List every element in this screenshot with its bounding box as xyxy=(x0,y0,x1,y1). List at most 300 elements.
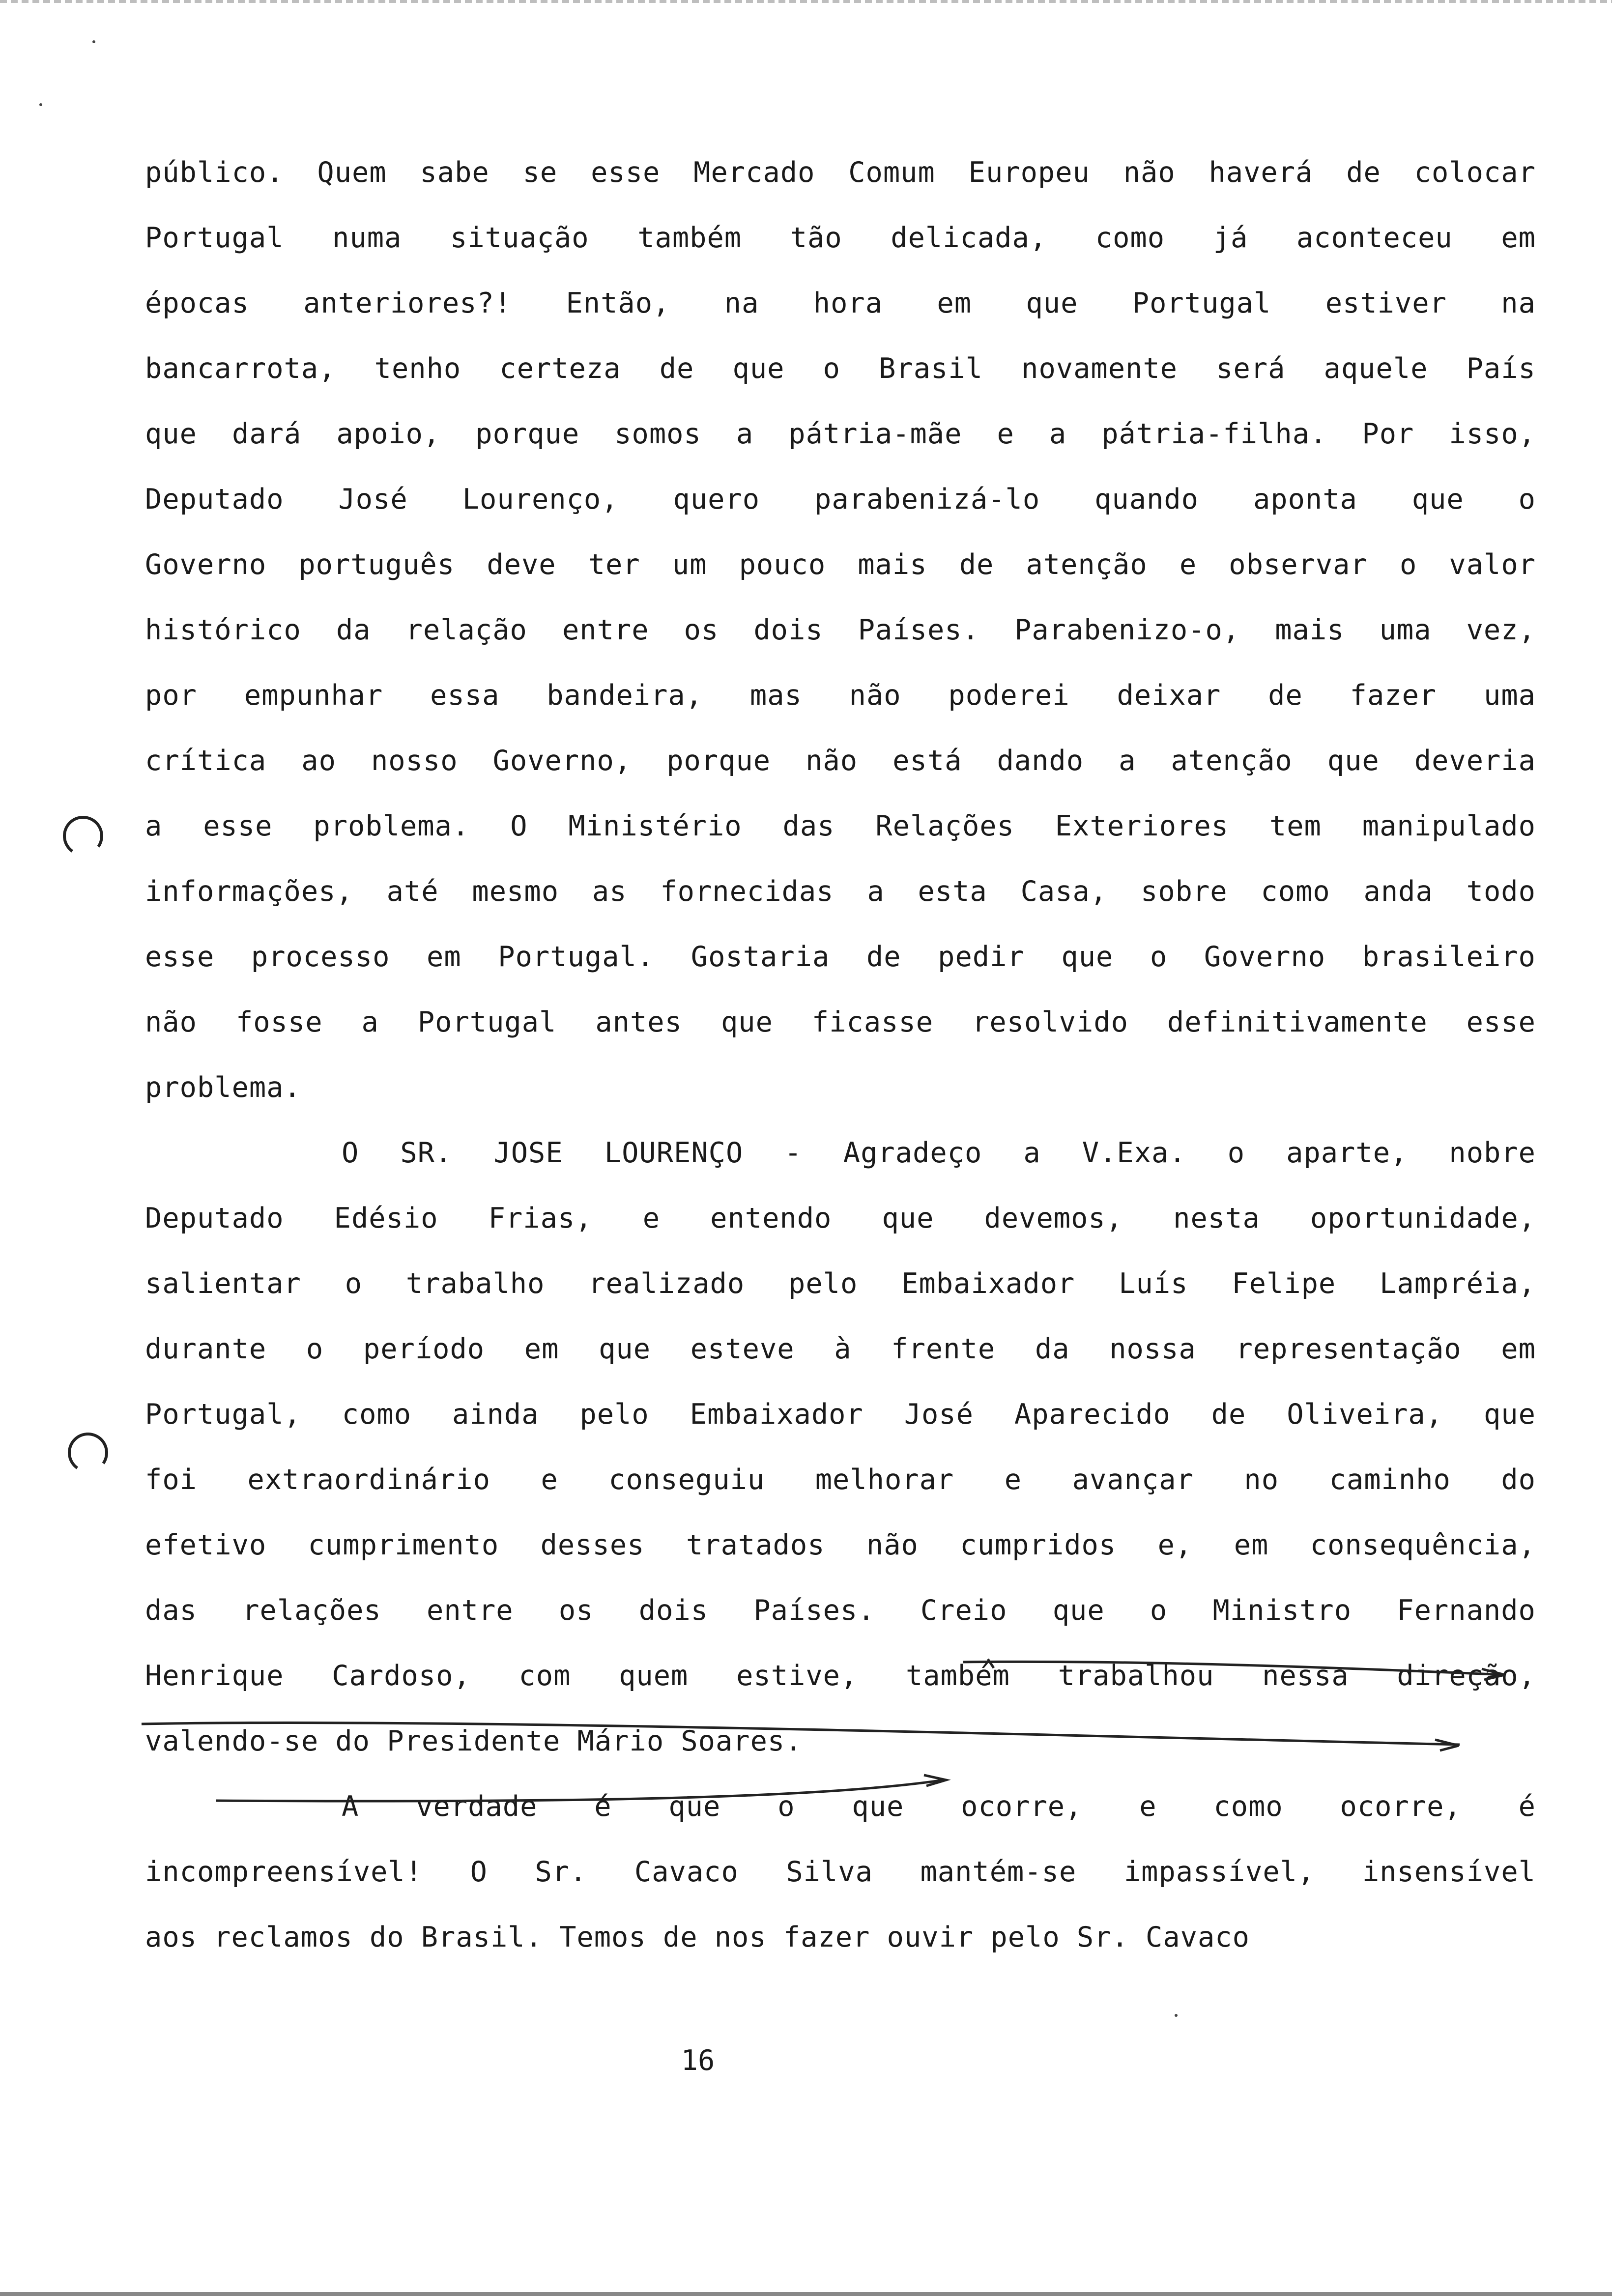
word: a xyxy=(361,1006,379,1038)
word: cumprimento xyxy=(308,1529,499,1561)
word: extraordinário xyxy=(247,1464,490,1496)
text-line xyxy=(145,1071,1536,1137)
word: aquele xyxy=(1324,352,1428,385)
word: - xyxy=(784,1137,802,1169)
word: Países. xyxy=(858,614,979,646)
word: Brasil. xyxy=(421,1921,543,1953)
word: Portugal, xyxy=(145,1398,301,1431)
text-line xyxy=(145,810,1536,875)
text-line xyxy=(145,1202,1536,1267)
word: pedir xyxy=(938,941,1025,973)
text-line xyxy=(145,1856,1536,1921)
word: se xyxy=(522,156,558,189)
word: épocas xyxy=(145,287,249,319)
text-line xyxy=(145,156,1536,222)
word: aponta xyxy=(1253,483,1357,516)
word: problema. xyxy=(145,1071,301,1104)
word: Mário xyxy=(577,1725,664,1757)
word: parabenizá-lo xyxy=(814,483,1040,516)
word: porque xyxy=(475,418,580,450)
word: deixar xyxy=(1117,679,1221,712)
word: tem xyxy=(1269,810,1322,842)
text-line xyxy=(145,1137,1536,1202)
word: esse xyxy=(591,156,661,189)
word: de xyxy=(659,352,694,385)
word: é xyxy=(594,1790,612,1823)
word: Portugal. xyxy=(498,941,655,973)
word: insensível xyxy=(1362,1856,1536,1888)
word: poderei xyxy=(948,679,1070,712)
word: dois xyxy=(638,1594,709,1627)
word: Presidente xyxy=(387,1725,561,1757)
word: essa xyxy=(430,679,500,712)
word: Países. xyxy=(753,1594,875,1627)
word: o xyxy=(1227,1137,1245,1169)
text-line xyxy=(145,418,1536,483)
word: a xyxy=(1119,745,1136,777)
word: e xyxy=(642,1202,661,1234)
word: e xyxy=(1179,548,1197,581)
word: Exteriores xyxy=(1055,810,1229,842)
word: mantém-se xyxy=(920,1856,1077,1888)
word: dará xyxy=(232,418,302,450)
word: histórico xyxy=(145,614,301,646)
word: Ministério xyxy=(568,810,742,842)
word: Deputado xyxy=(145,483,284,516)
page-number: 16 xyxy=(681,2044,715,2077)
word: da xyxy=(1035,1333,1070,1365)
word: entre xyxy=(427,1594,514,1627)
word: direção, xyxy=(1397,1660,1536,1692)
word: Frias, xyxy=(488,1202,593,1234)
word: nossa xyxy=(1109,1333,1196,1365)
word: do xyxy=(1501,1464,1536,1496)
word: conseguiu xyxy=(608,1464,765,1496)
word: nosso xyxy=(371,745,458,777)
word: e xyxy=(1004,1464,1022,1496)
word: o xyxy=(1150,1594,1168,1627)
word: entre xyxy=(562,614,649,646)
word: não xyxy=(849,679,901,712)
word: Portugal xyxy=(1132,287,1271,319)
word: LOURENÇO xyxy=(604,1137,744,1169)
word: pelo xyxy=(990,1921,1060,1953)
word: de xyxy=(1346,156,1381,189)
word: apoio, xyxy=(336,418,441,450)
word: fazer xyxy=(1350,679,1437,712)
word: Portugal xyxy=(417,1006,557,1038)
word: O xyxy=(470,1856,488,1888)
word: em xyxy=(937,287,972,319)
text-line xyxy=(145,1529,1536,1594)
word: ter xyxy=(588,548,640,581)
word: tão xyxy=(790,222,842,254)
text-line xyxy=(145,679,1536,745)
word: a xyxy=(145,810,163,842)
word: em xyxy=(427,941,461,973)
text-line xyxy=(145,1006,1536,1071)
word: fornecidas xyxy=(660,875,834,908)
word: que xyxy=(882,1202,934,1234)
scan-edge-top xyxy=(0,0,1612,3)
word: somos xyxy=(614,418,701,450)
word: tratados xyxy=(686,1529,825,1561)
word: manipulado xyxy=(1362,810,1536,842)
word: resolvido xyxy=(972,1006,1128,1038)
word: Quem xyxy=(317,156,387,189)
word: ouvir xyxy=(887,1921,974,1953)
word: é xyxy=(1518,1790,1536,1823)
word: fosse xyxy=(235,1006,323,1038)
word: Brasil xyxy=(879,352,983,385)
word: mesmo xyxy=(472,875,559,908)
word: Governo xyxy=(145,548,267,581)
text-line xyxy=(145,1725,1536,1790)
word: que xyxy=(1061,941,1114,973)
word: aconteceu xyxy=(1296,222,1453,254)
word: nessa xyxy=(1262,1660,1349,1692)
word: Oliveira, xyxy=(1287,1398,1443,1431)
word: Ministro xyxy=(1212,1594,1352,1627)
word: foi xyxy=(145,1464,197,1496)
word: já xyxy=(1213,222,1248,254)
word: observar xyxy=(1229,548,1368,581)
word: como xyxy=(1261,875,1330,908)
word: V.Exa. xyxy=(1082,1137,1186,1169)
word: o xyxy=(1518,483,1536,516)
word: de xyxy=(662,1921,698,1953)
word: à xyxy=(834,1333,852,1365)
word: Portugal xyxy=(145,222,284,254)
word: Fernando xyxy=(1397,1594,1536,1627)
word: de xyxy=(1268,679,1303,712)
scan-speck xyxy=(92,40,95,43)
word: brasileiro xyxy=(1362,941,1536,973)
text-line xyxy=(145,1267,1536,1333)
text-line xyxy=(145,548,1536,614)
word: Creio xyxy=(920,1594,1008,1627)
word: Europeu xyxy=(968,156,1090,189)
text-line xyxy=(145,614,1536,679)
word: impassível, xyxy=(1123,1856,1315,1888)
word: sabe xyxy=(420,156,489,189)
word: Edésio xyxy=(334,1202,438,1234)
word: das xyxy=(782,810,835,842)
word: O xyxy=(342,1137,359,1169)
word: mais xyxy=(858,548,927,581)
word: deveria xyxy=(1414,745,1536,777)
word: Embaixador xyxy=(690,1398,864,1431)
word: a xyxy=(1023,1137,1041,1169)
word: não xyxy=(1123,156,1176,189)
word: ocorre, xyxy=(961,1790,1083,1823)
text-line xyxy=(145,1790,1536,1856)
word: quando xyxy=(1094,483,1199,516)
word: a xyxy=(867,875,885,908)
word: reclamos xyxy=(214,1921,353,1953)
word: em xyxy=(524,1333,559,1365)
word: quem xyxy=(619,1660,689,1692)
word: numa xyxy=(332,222,402,254)
word: anteriores?! xyxy=(303,287,512,319)
word: Henrique xyxy=(145,1660,284,1692)
word: atenção xyxy=(1171,745,1293,777)
word: ainda xyxy=(452,1398,539,1431)
punch-hole-mark xyxy=(65,1430,112,1476)
text-line xyxy=(145,1594,1536,1660)
word: informações, xyxy=(145,875,353,908)
word: situação xyxy=(450,222,589,254)
text-line xyxy=(145,483,1536,548)
word: também xyxy=(637,222,742,254)
word: Sr. xyxy=(535,1856,587,1888)
scan-edge-bottom xyxy=(0,2292,1612,2296)
text-line xyxy=(145,1398,1536,1464)
word: representação xyxy=(1236,1333,1462,1365)
word: uma xyxy=(1484,679,1536,712)
word: Agradeço xyxy=(843,1137,982,1169)
word: pelo xyxy=(788,1267,858,1300)
word: que xyxy=(145,418,197,450)
word: ao xyxy=(301,745,336,777)
word: valor xyxy=(1449,548,1536,581)
word: durante xyxy=(145,1333,267,1365)
word: dando xyxy=(997,745,1084,777)
word: efetivo xyxy=(145,1529,267,1561)
word: Silva xyxy=(786,1856,873,1888)
word: hora xyxy=(813,287,883,319)
word: as xyxy=(592,875,627,908)
word: oportunidade, xyxy=(1310,1202,1536,1234)
word: do xyxy=(335,1725,370,1757)
word: deve xyxy=(487,548,556,581)
word: valendo-se xyxy=(145,1725,319,1757)
word: relação xyxy=(405,614,527,646)
word: e, xyxy=(1157,1529,1193,1561)
word: certeza xyxy=(499,352,621,385)
word: que xyxy=(852,1790,904,1823)
word: devemos, xyxy=(984,1202,1123,1234)
word: até xyxy=(386,875,439,908)
word: pátria-filha. xyxy=(1101,418,1327,450)
word: caminho xyxy=(1329,1464,1451,1496)
word: Comum xyxy=(848,156,935,189)
text-line xyxy=(145,222,1536,287)
word: Deputado xyxy=(145,1202,284,1234)
word: esteve xyxy=(690,1333,795,1365)
word: como xyxy=(1213,1790,1283,1823)
word: das xyxy=(145,1594,197,1627)
text-line xyxy=(145,352,1536,418)
word: pelo xyxy=(579,1398,649,1431)
word: de xyxy=(866,941,901,973)
word: tenho xyxy=(374,352,461,385)
word: por xyxy=(145,679,197,712)
word: Mercado xyxy=(693,156,815,189)
word: também xyxy=(905,1660,1010,1692)
word: bancarrota, xyxy=(145,352,336,385)
word: ocorre, xyxy=(1340,1790,1462,1823)
word: atenção xyxy=(1026,548,1148,581)
word: não xyxy=(806,745,858,777)
word: consequência, xyxy=(1310,1529,1536,1561)
word: o xyxy=(1399,548,1417,581)
word: cumpridos xyxy=(960,1529,1117,1561)
word: que xyxy=(599,1333,651,1365)
scan-speck xyxy=(39,103,42,106)
word: processo xyxy=(251,941,390,973)
word: esse xyxy=(203,810,273,842)
word: um xyxy=(672,548,707,581)
word: melhorar xyxy=(815,1464,954,1496)
word: sobre xyxy=(1141,875,1228,908)
word: dois xyxy=(753,614,823,646)
text-line xyxy=(145,1921,1536,1986)
word: de xyxy=(959,548,994,581)
word: que xyxy=(1026,287,1078,319)
word: colocar xyxy=(1414,156,1536,189)
word: e xyxy=(1139,1790,1157,1823)
word: aos xyxy=(145,1921,197,1953)
word: o xyxy=(306,1333,324,1365)
word: esse xyxy=(1466,1006,1536,1038)
word: período xyxy=(363,1333,485,1365)
word: Cardoso, xyxy=(332,1660,471,1692)
word: público. xyxy=(145,156,284,189)
text-line xyxy=(145,1660,1536,1725)
word: em xyxy=(1501,1333,1536,1365)
word: vez, xyxy=(1466,614,1536,646)
word: Temos xyxy=(559,1921,646,1953)
word: fazer xyxy=(783,1921,870,1953)
word: em xyxy=(1501,222,1536,254)
word: de xyxy=(1211,1398,1246,1431)
text-line xyxy=(145,745,1536,810)
word: do xyxy=(369,1921,404,1953)
word: Cavaco xyxy=(634,1856,739,1888)
word: está xyxy=(892,745,962,777)
word: José xyxy=(338,483,408,516)
word: em xyxy=(1234,1529,1269,1561)
punch-hole-mark xyxy=(60,813,107,860)
word: relações xyxy=(242,1594,381,1627)
word: incompreensível! xyxy=(145,1856,423,1888)
word: os xyxy=(684,614,719,646)
word: esse xyxy=(145,941,215,973)
word: que xyxy=(732,352,785,385)
word: País xyxy=(1466,352,1536,385)
word: o xyxy=(1150,941,1168,973)
word: estive, xyxy=(736,1660,858,1692)
text-line xyxy=(145,875,1536,941)
word: Parabenizo-o, xyxy=(1014,614,1240,646)
text-line xyxy=(145,287,1536,352)
word: salientar xyxy=(145,1267,301,1300)
word: Lourenço, xyxy=(462,483,619,516)
word: desses xyxy=(540,1529,645,1561)
word: no xyxy=(1244,1464,1279,1496)
word: o xyxy=(345,1267,363,1300)
word: porque xyxy=(666,745,771,777)
word: como xyxy=(342,1398,412,1431)
word: problema. xyxy=(313,810,470,842)
word: pátria-mãe xyxy=(788,418,962,450)
word: JOSE xyxy=(493,1137,563,1169)
word: ficasse xyxy=(811,1006,934,1038)
word: será xyxy=(1216,352,1286,385)
word: nesta xyxy=(1173,1202,1260,1234)
word: isso, xyxy=(1449,418,1536,450)
word: Soares. xyxy=(681,1725,803,1757)
word: como xyxy=(1095,222,1165,254)
word: novamente xyxy=(1021,352,1178,385)
word: Luís xyxy=(1119,1267,1188,1300)
word: mais xyxy=(1275,614,1345,646)
word: definitivamente xyxy=(1167,1006,1428,1038)
word: Felipe xyxy=(1232,1267,1336,1300)
word: pouco xyxy=(739,548,826,581)
word: a xyxy=(736,418,754,450)
word: com xyxy=(518,1660,571,1692)
word: Sr. xyxy=(1076,1921,1129,1953)
word: esta xyxy=(918,875,987,908)
word: da xyxy=(336,614,371,646)
word: e xyxy=(997,418,1014,450)
word: Lampréia, xyxy=(1380,1267,1536,1300)
text-line xyxy=(145,941,1536,1006)
word: os xyxy=(558,1594,594,1627)
word: Por xyxy=(1362,418,1414,450)
text-line xyxy=(145,1333,1536,1398)
word: o xyxy=(823,352,840,385)
word: empunhar xyxy=(244,679,383,712)
word: aparte, xyxy=(1286,1137,1408,1169)
word: Relações xyxy=(875,810,1014,842)
word: anda xyxy=(1363,875,1433,908)
word: estiver xyxy=(1325,287,1447,319)
word: não xyxy=(866,1529,919,1561)
word: português xyxy=(298,548,455,581)
word: antes xyxy=(595,1006,682,1038)
word: todo xyxy=(1466,875,1536,908)
word: José xyxy=(904,1398,974,1431)
word: Casa, xyxy=(1020,875,1108,908)
word: que xyxy=(1411,483,1464,516)
word: não xyxy=(145,1006,197,1038)
word: Cavaco xyxy=(1146,1921,1250,1953)
word: Governo xyxy=(1204,941,1326,973)
word: Gostaria xyxy=(691,941,830,973)
word: que xyxy=(1052,1594,1105,1627)
word: trabalhou xyxy=(1058,1660,1214,1692)
word: verdade xyxy=(416,1790,538,1823)
word: nos xyxy=(714,1921,767,1953)
word: Aparecido xyxy=(1014,1398,1171,1431)
document-body xyxy=(145,156,1536,1986)
word: a xyxy=(1049,418,1067,450)
word: O xyxy=(510,810,528,842)
word: delicada, xyxy=(891,222,1047,254)
scan-speck xyxy=(1175,2014,1178,2017)
word: haverá xyxy=(1209,156,1313,189)
word: Embaixador xyxy=(901,1267,1075,1300)
text-line xyxy=(145,1464,1536,1529)
word: o xyxy=(777,1790,795,1823)
word: trabalho xyxy=(405,1267,545,1300)
word: realizado xyxy=(588,1267,745,1300)
word: crítica xyxy=(145,745,267,777)
word: que xyxy=(668,1790,721,1823)
